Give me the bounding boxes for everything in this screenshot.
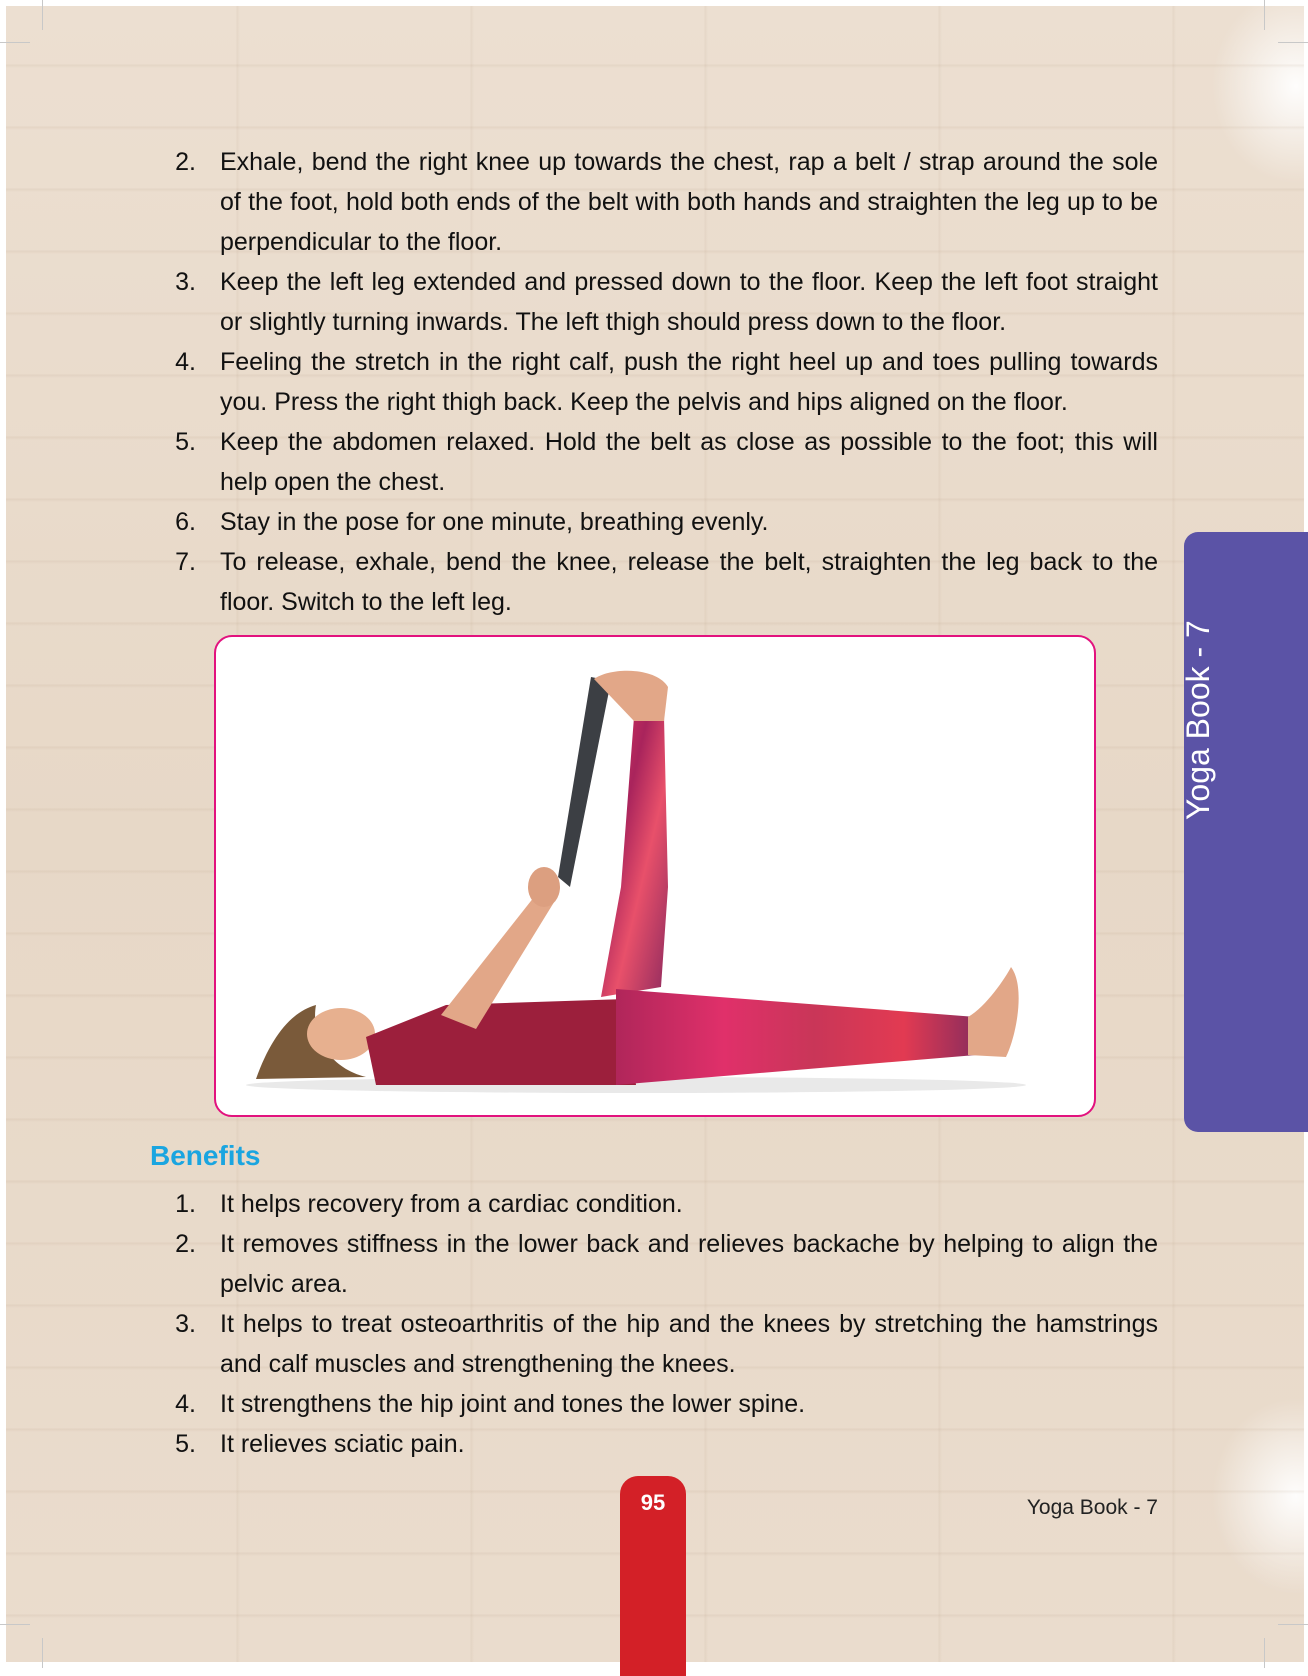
step-number: 2. [175, 148, 196, 176]
benefit-text: It relieves sciatic pain. [220, 1430, 465, 1458]
benefits-list [0, 1184, 1158, 1464]
benefit-text: It removes stiffness in the lower back and relieves backache by helping to align the pelvic area. [220, 1230, 1158, 1298]
crop-mark-right-top [1278, 42, 1308, 43]
head-shape [307, 1008, 375, 1060]
list-item [0, 1424, 1158, 1464]
list-item [0, 422, 1158, 502]
benefits-heading: Benefits [150, 1140, 261, 1171]
footer-book-title: Yoga Book - 7 [1026, 1496, 1158, 1519]
benefit-number: 2. [175, 1230, 196, 1258]
side-tab-label: Yoga [1180, 748, 1216, 820]
raised-leg-shape [601, 717, 668, 997]
list-item [0, 502, 1158, 542]
step-text: Stay in the pose for one minute, breathing evenly. [220, 508, 769, 536]
pose-photo-frame [214, 635, 1096, 1117]
torso-shape [366, 999, 636, 1085]
list-item [0, 1184, 1158, 1224]
steps-list [0, 142, 1158, 622]
step-number: 4. [175, 348, 196, 376]
crop-mark-top-right [1264, 0, 1265, 30]
list-item [0, 1304, 1158, 1384]
step-text: To release, exhale, bend the knee, release the belt, straighten the leg back to the floor. Switch to the left leg. [220, 548, 1158, 616]
benefit-number: 5. [175, 1430, 196, 1458]
benefit-text: It helps to treat osteoarthritis of the hip and the knees by stretching the hamstrings and calf muscles and strengthening the knees. [220, 1310, 1158, 1378]
benefit-number: 3. [175, 1310, 196, 1338]
crop-mark-bottom-right [1264, 1638, 1265, 1668]
yoga-pose-illustration [216, 637, 1094, 1115]
crop-mark-left-bottom [0, 1624, 30, 1625]
crop-mark-right-bottom [1278, 1624, 1308, 1625]
step-text: Feeling the stretch in the right calf, push the right heel up and toes pulling towards you. Press the right thigh back. Keep the pelvis and hips aligned on the floor. [220, 348, 1158, 416]
step-number: 7. [175, 548, 196, 576]
page-number: 95 [640, 1490, 666, 1515]
floor-foot-shape [968, 967, 1019, 1057]
benefit-number: 1. [175, 1190, 196, 1218]
crop-mark-left-top [0, 42, 30, 43]
step-number: 6. [175, 508, 196, 536]
step-text: Keep the abdomen relaxed. Hold the belt as close as possible to the foot; this will help open the chest. [220, 428, 1158, 496]
benefit-number: 4. [175, 1390, 196, 1418]
list-item [0, 1384, 1158, 1424]
list-item [0, 1224, 1158, 1304]
benefit-text: It helps recovery from a cardiac condition. [220, 1190, 683, 1218]
step-text: Keep the left leg extended and pressed down to the floor. Keep the left foot straight or slightly turning inwards. The left thigh should press down to the floor. [220, 268, 1158, 336]
hands-shape [528, 867, 560, 907]
crop-mark-bottom-left [42, 1638, 43, 1668]
list-item [0, 342, 1158, 422]
step-number: 3. [175, 268, 196, 296]
crop-mark-top-left [42, 0, 43, 30]
list-item [0, 142, 1158, 262]
benefit-text: It strengthens the hip joint and tones the lower spine. [220, 1390, 806, 1418]
step-text: Exhale, bend the right knee up towards the chest, rap a belt / strap around the sole of the foot, hold both ends of the belt with both hands and straighten the leg up to be perpendicular to the floor. [220, 148, 1158, 256]
floor-leg-shape [616, 989, 976, 1085]
step-number: 5. [175, 428, 196, 456]
strap-shape [558, 677, 611, 887]
list-item [0, 262, 1158, 342]
list-item [0, 542, 1158, 622]
